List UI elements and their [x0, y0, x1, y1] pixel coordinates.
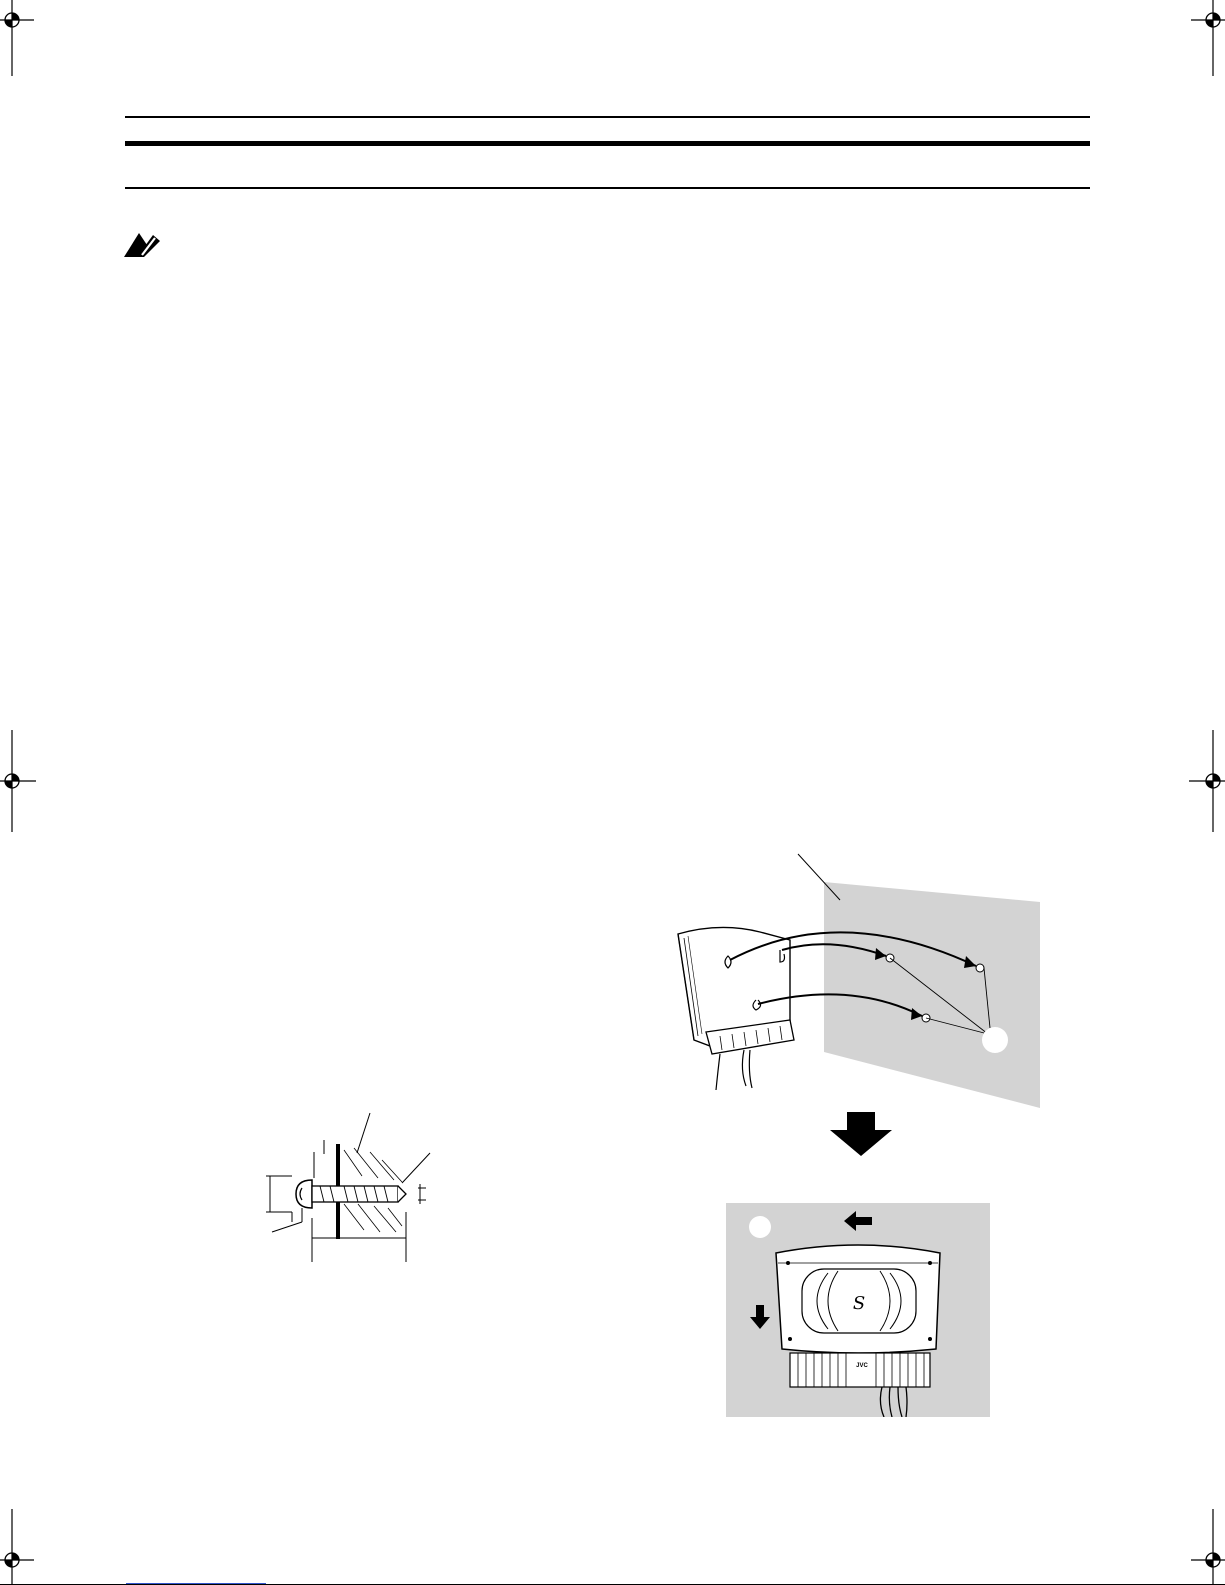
speaker-wall-mount-diagram: [660, 850, 1050, 1110]
grille-logo: S: [852, 1293, 866, 1314]
header-rule-top: [125, 116, 1090, 118]
brand-mark: JVC: [856, 1363, 868, 1369]
speaker-hooked-on-wall-diagram: [726, 1203, 990, 1417]
screw-cross-section-diagram: [262, 1108, 442, 1268]
registration-mark-icon: [0, 730, 40, 835]
registration-mark-icon: [1185, 0, 1225, 80]
registration-mark-icon: [0, 0, 40, 80]
header-rule-thick: [125, 141, 1090, 146]
registration-mark-icon: [0, 1505, 40, 1585]
header-rule-bottom: [125, 187, 1090, 189]
arrow-down-icon: [826, 1112, 896, 1160]
registration-mark-icon: [1185, 730, 1225, 835]
caution-pen-icon: [123, 229, 163, 259]
registration-mark-icon: [1185, 1505, 1225, 1585]
